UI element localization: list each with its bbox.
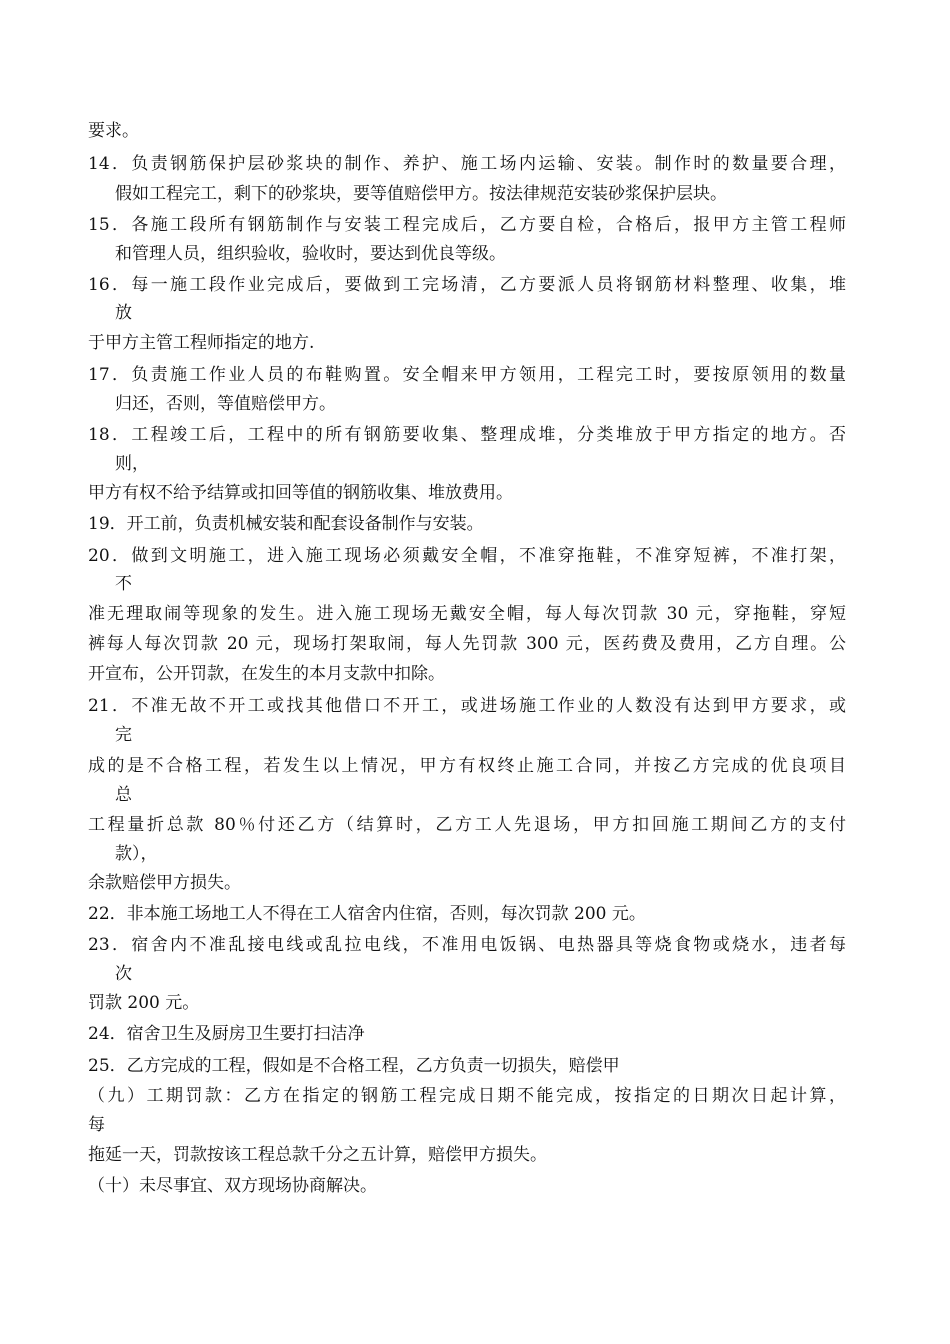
clause-18-line-2: 则， xyxy=(115,454,149,474)
clause-15-line-1: 15．各施工段所有钢筋制作与安装工程完成后，乙方要自检，合格后，报甲方主管工程师 xyxy=(88,215,846,235)
clause-20-line-5: 开宣布，公开罚款，在发生的本月支款中扣除。 xyxy=(88,664,445,684)
clause-16-line-2: 放 xyxy=(115,303,132,323)
clause-23-line-1: 23．宿舍内不准乱接电线或乱拉电线，不准用电饭锅、电热器具等烧食物或烧水，违者每 xyxy=(88,935,846,955)
clause-17-line-2: 归还，否则，等值赔偿甲方。 xyxy=(115,394,336,414)
clause-20-line-4: 裤每人每次罚款 20 元，现场打架取闹，每人先罚款 300 元，医药费及费用，乙方自理。公 xyxy=(88,634,846,654)
clause-14-line-2: 假如工程完工，剩下的砂浆块，要等值赔偿甲方。按法律规范安装砂浆保护层块。 xyxy=(115,184,727,204)
clause-23-line-2: 次 xyxy=(115,964,132,984)
clause-21-line-1: 21．不准无故不开工或找其他借口不开工，或进场施工作业的人数没有达到甲方要求，或 xyxy=(88,696,846,716)
section-9-line-3: 拖延一天，罚款按该工程总款千分之五计算，赔偿甲方损失。 xyxy=(88,1145,547,1165)
clause-16-line-1: 16．每一施工段作业完成后，要做到工完场清，乙方要派人员将钢筋材料整理、收集，堆 xyxy=(88,275,846,295)
clause-21-line-5: 工程量折总款 80％付还乙方（结算时，乙方工人先退场，甲方扣回施工期间乙方的支付 xyxy=(88,815,846,835)
clause-15-line-2: 和管理人员，组织验收，验收时，要达到优良等级。 xyxy=(115,244,506,264)
clause-18-line-3: 甲方有权不给予结算或扣回等值的钢筋收集、堆放费用。 xyxy=(88,483,513,503)
clause-21-line-7: 余款赔偿甲方损失。 xyxy=(88,873,241,893)
clause-14-line-1: 14．负责钢筋保护层砂浆块的制作、养护、施工场内运输、安装。制作时的数量要合理， xyxy=(88,154,846,174)
clause-20-line-3: 准无理取闹等现象的发生。进入施工现场无戴安全帽，每人每次罚款 30 元，穿拖鞋，穿短 xyxy=(88,604,846,624)
clause-17-line-1: 17．负责施工作业人员的布鞋购置。安全帽来甲方领用，工程完工时，要按原领用的数量 xyxy=(88,365,846,385)
clause-21-line-2: 完 xyxy=(115,725,132,745)
clause-20-line-2: 不 xyxy=(115,574,132,594)
clause-21-line-3: 成的是不合格工程，若发生以上情况，甲方有权终止施工合同，并按乙方完成的优良项目 xyxy=(88,756,846,776)
clause-23-line-3: 罚款 200 元。 xyxy=(88,993,200,1013)
clause-20-line-1: 20．做到文明施工，进入施工现场必须戴安全帽，不准穿拖鞋，不准穿短裤，不准打架， xyxy=(88,546,846,566)
clause-25: 25．乙方完成的工程，假如是不合格工程，乙方负责一切损失，赔偿甲 xyxy=(88,1056,620,1076)
clause-24: 24．宿舍卫生及厨房卫生要打扫洁净 xyxy=(88,1024,365,1044)
clause-22: 22．非本施工场地工人不得在工人宿舍内住宿，否则，每次罚款 200 元。 xyxy=(88,904,646,924)
clause-21-line-6: 款）， xyxy=(115,844,158,864)
section-9-line-2: 每 xyxy=(88,1115,105,1135)
clause-16-line-3: 于甲方主管工程师指定的地方. xyxy=(88,333,315,353)
clause-19: 19．开工前，负责机械安装和配套设备制作与安装。 xyxy=(88,514,484,534)
section-9-line-1: （九）工期罚款：乙方在指定的钢筋工程完成日期不能完成，按指定的日期次日起计算， xyxy=(88,1086,846,1106)
section-10: （十）未尽事宜、双方现场协商解决。 xyxy=(88,1176,377,1196)
clause-21-line-4: 总 xyxy=(115,785,132,805)
text-line: 要求。 xyxy=(88,121,139,141)
clause-18-line-1: 18．工程竣工后，工程中的所有钢筋要收集、整理成堆，分类堆放于甲方指定的地方。否 xyxy=(88,425,846,445)
